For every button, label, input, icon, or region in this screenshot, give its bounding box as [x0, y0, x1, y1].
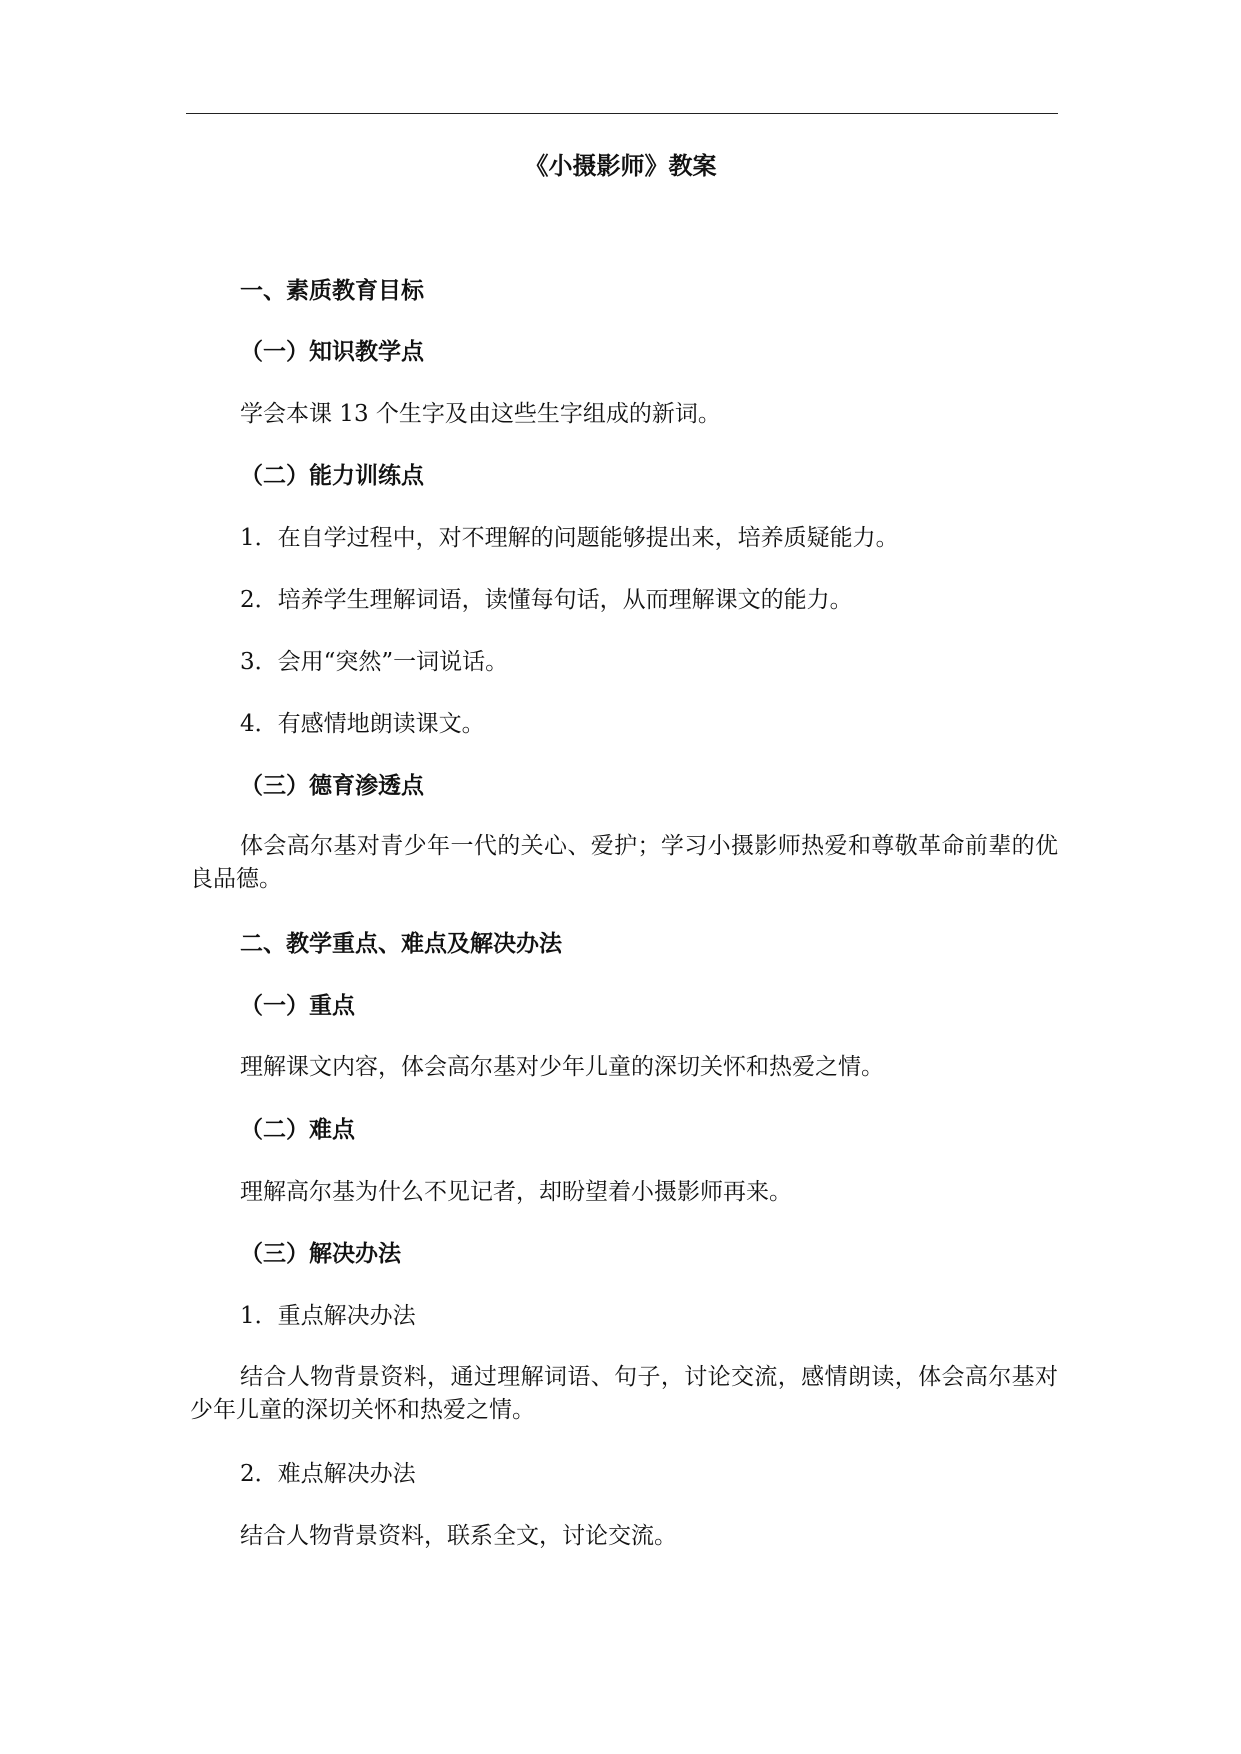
- focus-text: 理解课文内容，体会高尔基对少年儿童的深切关怀和热爱之情。: [240, 1054, 884, 1080]
- subheading-moral: （三）德育渗透点: [240, 772, 424, 799]
- solution-item-text: 结合人物背景资料，通过理解词语、句子，讨论交流，感情朗读，体会高尔基对少年儿童的深切关怀和热爱之情。: [190, 1364, 1058, 1423]
- moral-text: 体会高尔基对青少年一代的关心、爱护；学习小摄影师热爱和尊敬革命前辈的优良品德。: [190, 833, 1058, 892]
- knowledge-text: 学会本课 13 个生字及由这些生字组成的新词。: [240, 401, 721, 427]
- section-heading-key-points: 二、教学重点、难点及解决办法: [240, 930, 562, 957]
- solution-item-heading: 2．难点解决办法: [240, 1461, 416, 1487]
- subheading-solutions: （三）解决办法: [240, 1240, 401, 1267]
- solution-item-text: 结合人物背景资料，联系全文，讨论交流。: [240, 1523, 677, 1549]
- subheading-difficulty: （二）难点: [240, 1116, 355, 1143]
- header-rule: [186, 113, 1058, 114]
- difficulty-text: 理解高尔基为什么不见记者，却盼望着小摄影师再来。: [240, 1179, 792, 1205]
- document-title: 《小摄影师》教案: [524, 151, 717, 180]
- subheading-ability: （二）能力训练点: [240, 462, 424, 489]
- subheading-focus: （一）重点: [240, 992, 355, 1019]
- ability-item: 2．培养学生理解词语，读懂每句话，从而理解课文的能力。: [240, 587, 853, 613]
- solution-item-heading: 1．重点解决办法: [240, 1303, 416, 1329]
- section-heading-goals: 一、素质教育目标: [240, 277, 424, 304]
- ability-item: 1．在自学过程中，对不理解的问题能够提出来，培养质疑能力。: [240, 525, 899, 551]
- ability-item: 4．有感情地朗读课文。: [240, 711, 485, 737]
- subheading-knowledge: （一）知识教学点: [240, 338, 424, 365]
- ability-item: 3．会用“突然”一词说话。: [240, 649, 509, 675]
